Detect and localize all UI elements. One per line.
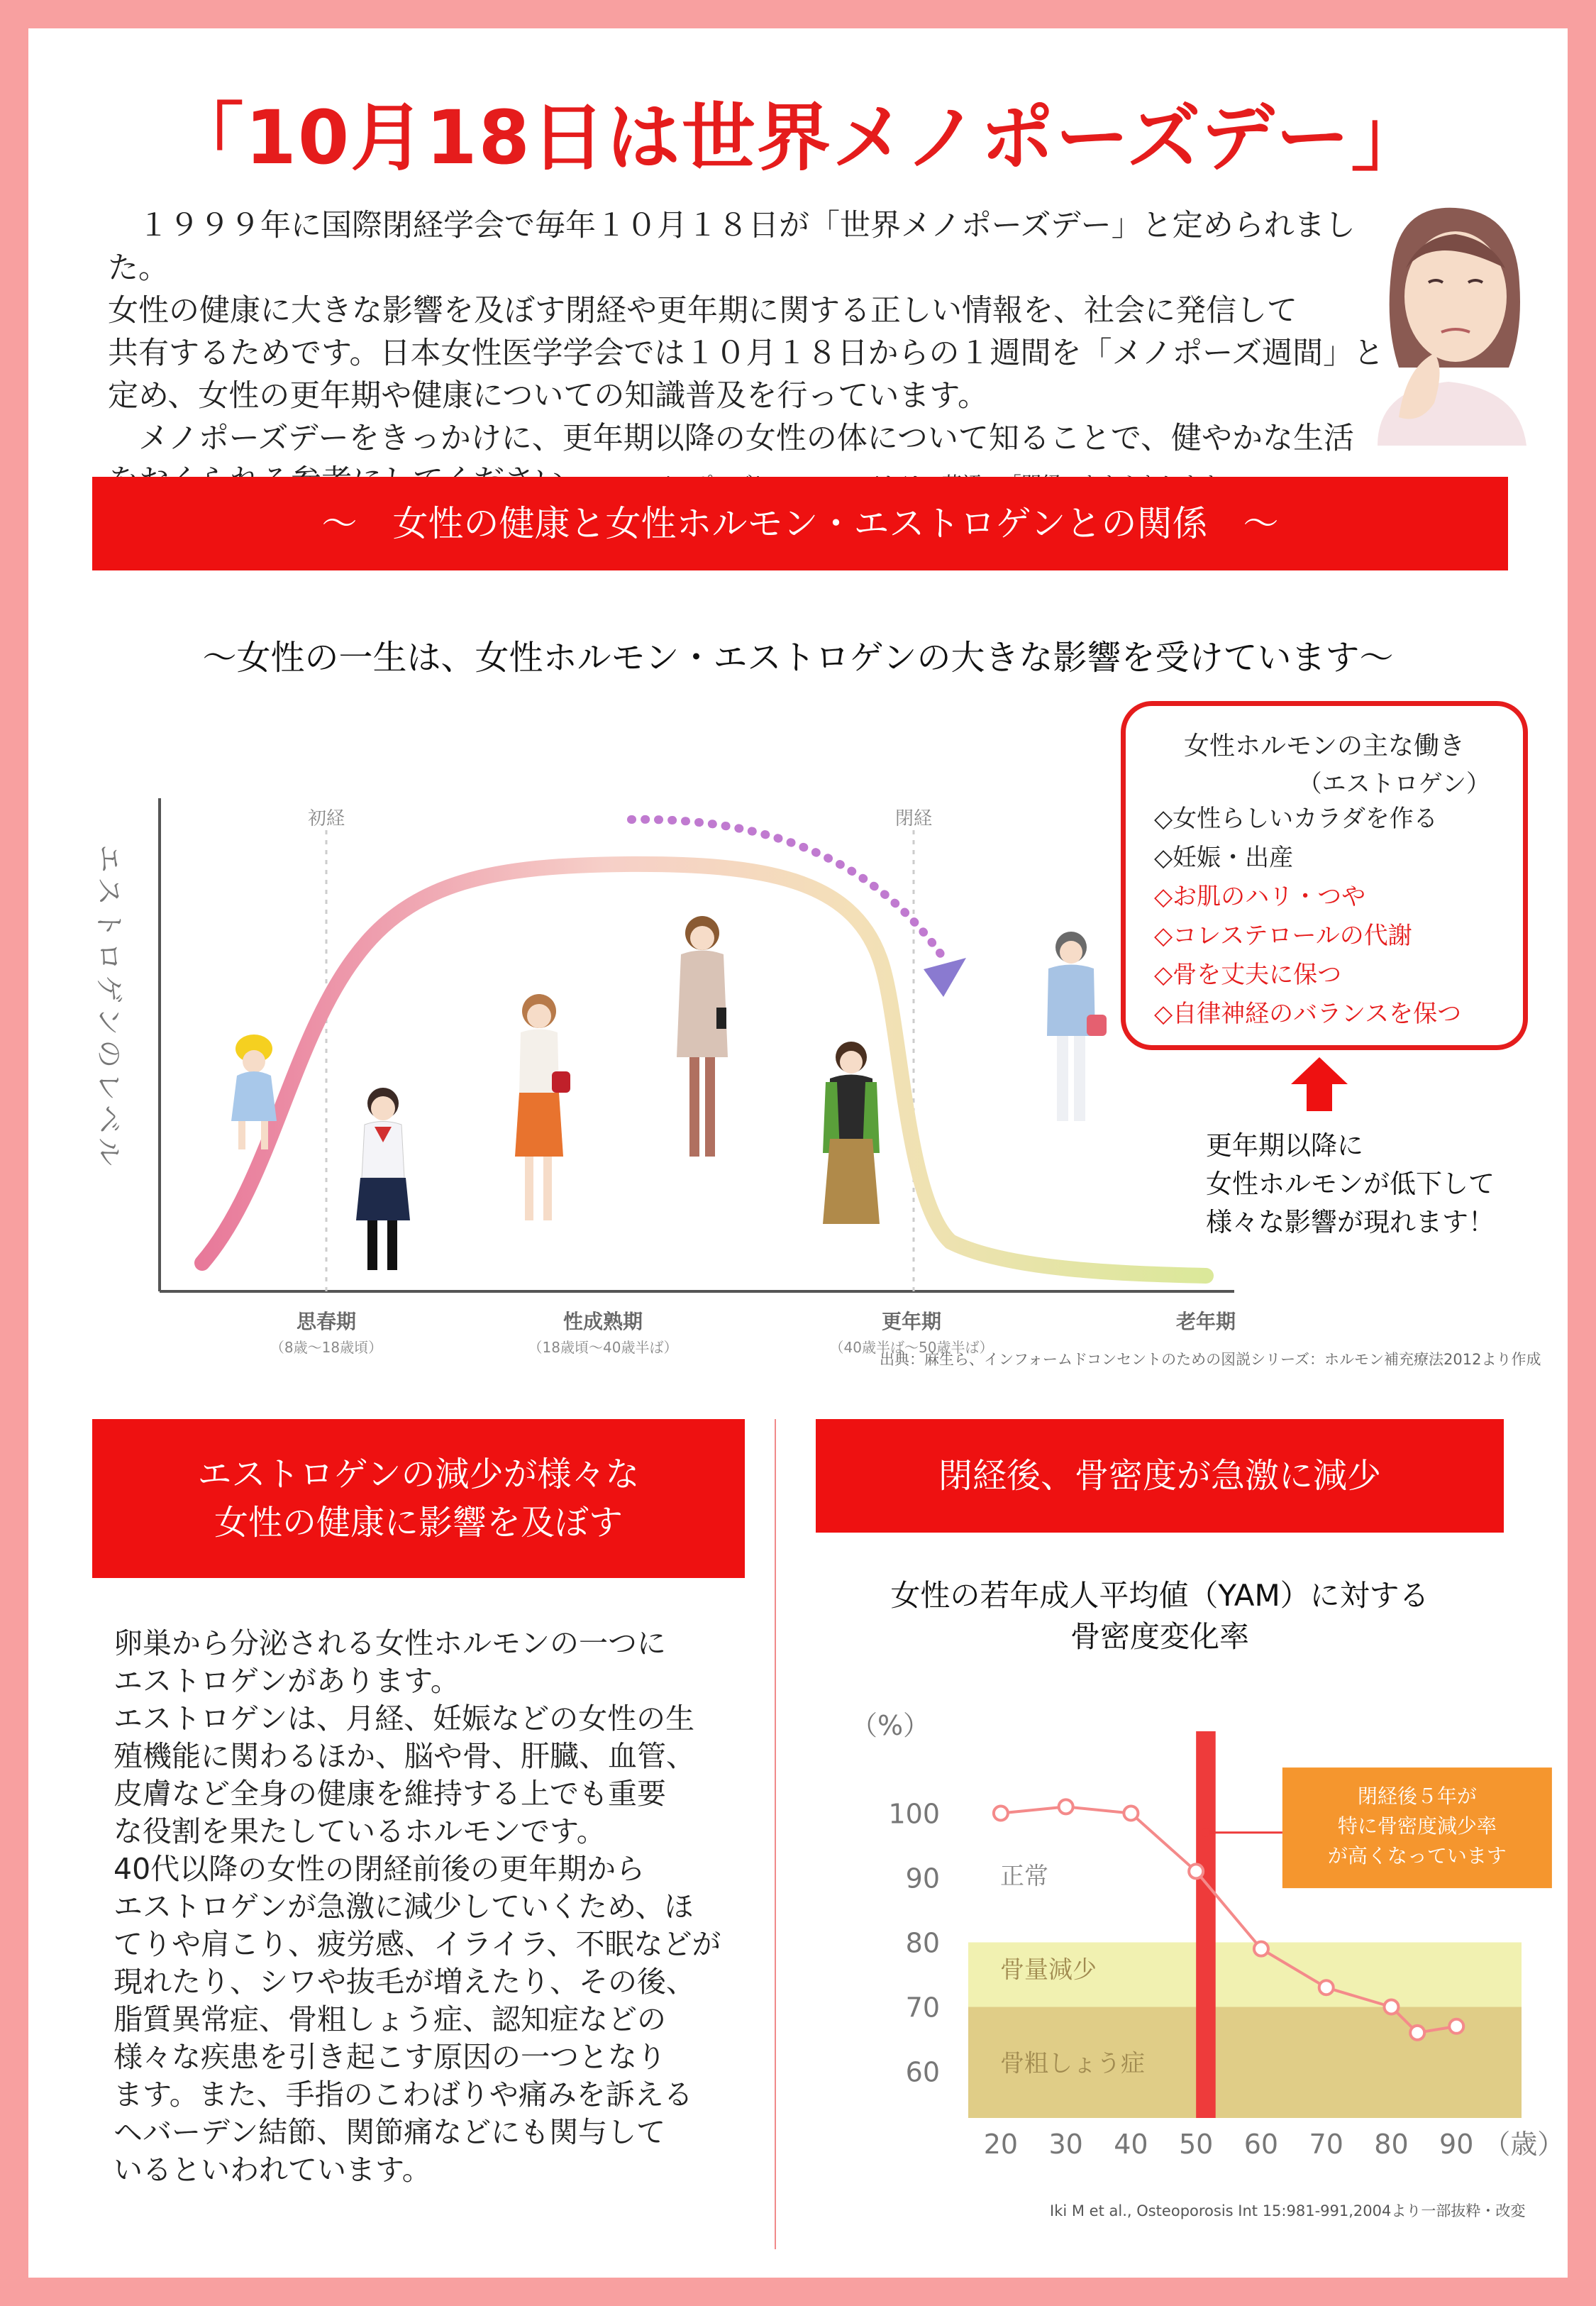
- body-line: エストロゲンが急激に減少していくため、ほ: [113, 1890, 694, 1924]
- section-heading-bone-density: 閉経後、骨密度が急激に減少: [816, 1419, 1504, 1533]
- menopause-band: [1196, 1731, 1216, 2118]
- body-line: 脂質異常症、骨粗しょう症、認知症などの: [113, 2002, 666, 2036]
- worried-woman-illustration: [1349, 190, 1548, 446]
- body-line: いるといわれています。: [113, 2153, 431, 2187]
- callout-line: 閉経後５年が: [1357, 1784, 1477, 1809]
- zone-label-osteopenia: 骨量減少: [1000, 1955, 1097, 1985]
- x-tick-label: 60: [1243, 2129, 1279, 2160]
- section-heading-hormone: ～ 女性の健康と女性ホルモン・エストロゲンとの関係 ～: [92, 477, 1508, 570]
- bone-chart-title: [816, 1575, 1504, 1657]
- body-line: エストロゲンがあります。: [113, 1664, 460, 1698]
- x-tick-label: 80: [1374, 2129, 1409, 2160]
- stage-label: 老年期: [1175, 1310, 1236, 1333]
- poster-sheet: [28, 28, 1568, 2278]
- body-line: 卵巣から分泌される女性ホルモンの一つに: [113, 1626, 666, 1660]
- section-subtitle: ～女性の一生は、女性ホルモン・エストロゲンの大きな影響を受けています～: [202, 638, 1394, 678]
- stage-range: （40歳半ば～50歳半ば）: [829, 1339, 994, 1356]
- x-tick-label: 70: [1309, 2129, 1343, 2160]
- callout-box: [1202, 1767, 1552, 1888]
- intro-paragraph: [108, 204, 1399, 506]
- chart-source: 出典：麻生ら、インフォームドコンセントのための図説シリーズ：ホルモン補充療法2012より作成: [880, 1351, 1541, 1368]
- hormone-box-title: 女性ホルモンの主な働き: [1183, 732, 1465, 761]
- column-divider: [775, 1419, 776, 2249]
- intro-line: 定め、女性の更年期や健康についての知識普及を行っています。: [108, 378, 988, 414]
- zone-label-normal: 正常: [1000, 1862, 1048, 1891]
- figure-young-woman: [515, 994, 570, 1220]
- hormone-function-item: ◇コレステロールの代謝: [1154, 922, 1412, 950]
- estrogen-level-chart: [57, 745, 1263, 1384]
- y-tick-label: 90: [905, 1863, 940, 1894]
- hormone-function-item: ◇妊娠・出産: [1154, 844, 1294, 872]
- estrogen-body-text: [113, 1625, 738, 2189]
- x-tick-label: 90: [1439, 2129, 1474, 2160]
- bone-density-point: [1384, 2000, 1398, 2014]
- body-line: 現れたり、シワや抜毛が増えたり、その後、: [113, 1965, 695, 1999]
- y-unit-label: （%）: [850, 1710, 931, 1741]
- body-line: 皮膚など全身の健康を維持する上でも重要: [113, 1777, 666, 1811]
- after-note-line: 様々な影響が現れます！: [1206, 1207, 1495, 1237]
- after-menopause-note: [1206, 1127, 1495, 1242]
- stage-range: （8歳～18歳頃）: [270, 1339, 383, 1356]
- body-line: ます。また、手指のこわばりや痛みを訴える: [113, 2078, 693, 2112]
- bone-density-point: [1189, 1864, 1203, 1878]
- after-note-line: 更年期以降に: [1206, 1130, 1363, 1161]
- section-heading-estrogen-decline: [92, 1419, 745, 1578]
- hormone-functions-list: [1154, 800, 1461, 1034]
- page-title: 「10月18日は世界メノポーズデー」: [170, 94, 1426, 181]
- body-line: 40代以降の女性の閉経前後の更年期から: [113, 1852, 645, 1886]
- body-line: てりや肩こり、疲労感、イライラ、不眠などが: [113, 1927, 721, 1961]
- hormone-box-subtitle: （エストロゲン）: [1297, 770, 1490, 798]
- decline-dotted-arrow: [631, 820, 943, 958]
- figure-senior-woman: [1047, 932, 1107, 1121]
- intro-line: 女性の健康に大きな影響を及ぼす閉経や更年期に関する正しい情報を、社会に発信して: [108, 293, 1297, 329]
- stage-range: （18歳頃～40歳半ば）: [528, 1339, 678, 1356]
- bone-density-point: [994, 1806, 1008, 1821]
- x-unit-label: （歳）: [1483, 2129, 1565, 2160]
- callout-line: 特に骨密度減少率: [1337, 1814, 1497, 1838]
- y-tick-label: 70: [905, 1992, 940, 2024]
- stage-label: 思春期: [296, 1310, 357, 1333]
- callout-dot: [1202, 1828, 1210, 1837]
- decline-arrow-head: [924, 958, 966, 997]
- stage-label: 性成熟期: [563, 1310, 643, 1333]
- hormone-function-item: ◇女性らしいカラダを作る: [1154, 805, 1438, 833]
- stage-label: 更年期: [881, 1310, 942, 1333]
- hormone-function-item: ◇骨を丈夫に保つ: [1154, 961, 1342, 989]
- heading-line: 女性の健康に影響を及ぼす: [214, 1503, 623, 1543]
- menopause-label: 閉経: [894, 807, 933, 829]
- bone-density-point: [1319, 1980, 1334, 1995]
- y-tick-label: 80: [905, 1927, 940, 1959]
- bone-chart-title-line: 骨密度変化率: [1070, 1619, 1249, 1654]
- bone-density-point: [1410, 2026, 1424, 2040]
- bone-chart-title-line: 女性の若年成人平均値（YAM）に対する: [890, 1578, 1429, 1613]
- x-tick-label: 50: [1178, 2129, 1214, 2160]
- x-tick-label: 20: [983, 2129, 1019, 2160]
- figure-schoolgirl: [356, 1088, 410, 1270]
- bone-density-point: [1449, 2019, 1463, 2034]
- bone-density-point: [1124, 1806, 1138, 1821]
- up-arrow-icon: [1291, 1057, 1348, 1111]
- body-line: ヘバーデン結節、関節痛などにも関与して: [113, 2115, 666, 2149]
- body-line: な役割を果たしているホルモンです。: [113, 1814, 606, 1848]
- figure-coat-woman: [677, 916, 728, 1157]
- x-tick-label: 30: [1048, 2129, 1083, 2160]
- hormone-functions-box: [1121, 701, 1528, 1050]
- intro-line: 共有するためです。日本女性医学学会では１０月１８日からの１週間を「メノポーズ週間」と: [108, 336, 1385, 371]
- intro-line: メノポーズデーをきっかけに、更年期以降の女性の体について知ることで、健やかな生活: [108, 421, 1354, 456]
- y-tick-label: 100: [888, 1798, 940, 1830]
- bone-chart-source: Iki M et al., Osteoporosis Int 15:981-991,2004より一部抜粋・改変: [1050, 2202, 1526, 2219]
- intro-line: １９９９年に国際閉経学会で毎年１０月１８日が「世界メノポーズデー」と定められました。: [108, 208, 1356, 286]
- callout-line: が高くなっています: [1327, 1844, 1507, 1868]
- menarche-label: 初経: [307, 807, 345, 829]
- body-line: エストロゲンは、月経、妊娠などの女性の生: [113, 1701, 695, 1736]
- y-tick-label: 60: [905, 2056, 940, 2088]
- heading-line: エストロゲンの減少が様々な: [197, 1455, 640, 1494]
- hormone-function-item: ◇お肌のハリ・つや: [1154, 883, 1366, 911]
- bone-density-chart: [809, 1689, 1565, 2185]
- body-line: 様々な疾患を引き起こす原因の一つとなり: [113, 2040, 666, 2074]
- bone-density-point: [1254, 1942, 1268, 1956]
- bone-density-point: [1059, 1799, 1073, 1814]
- body-line: 殖機能に関わるほか、脳や骨、肝臓、血管、: [113, 1739, 695, 1773]
- hormone-function-item: ◇自律神経のバランスを保つ: [1154, 1000, 1462, 1028]
- x-tick-label: 40: [1114, 2129, 1148, 2160]
- y-axis-label: エストロゲンのレベル: [92, 844, 125, 1171]
- after-note-line: 女性ホルモンが低下して: [1206, 1169, 1495, 1199]
- zone-label-osteoporosis: 骨粗しょう症: [1000, 2049, 1145, 2078]
- figure-middle-age-woman: [823, 1042, 880, 1224]
